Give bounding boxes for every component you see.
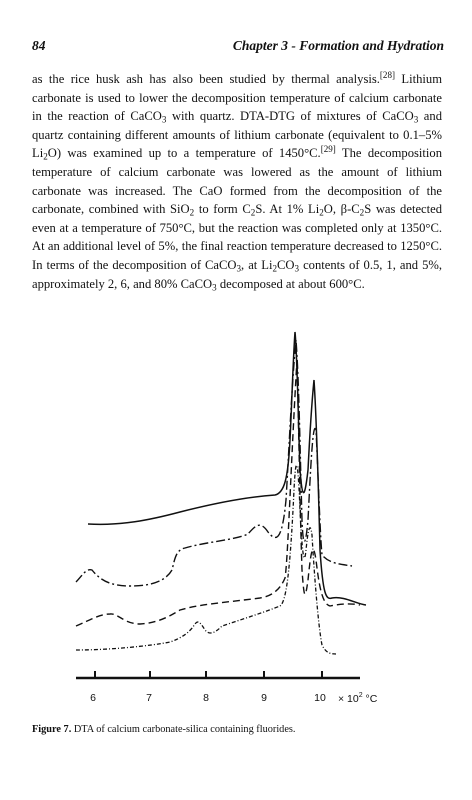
text-run: S. At 1% Li [255, 202, 320, 217]
x-axis-unit [338, 692, 377, 705]
dta-curve-dashdot [76, 340, 352, 586]
dta-figure [0, 320, 472, 705]
x-tick-label: 8 [203, 692, 209, 704]
caption-label: Figure 7. [32, 724, 72, 735]
subscript: 3 [413, 114, 419, 125]
x-tick-label: 10 [314, 692, 326, 704]
text-run: CO [277, 257, 295, 272]
x-tick-label: 7 [146, 692, 152, 704]
subscript: 2 [319, 207, 324, 218]
body-paragraph [32, 70, 442, 293]
unit-prefix: × 10 [338, 693, 359, 705]
dta-curve-dashed [76, 360, 360, 626]
text-run: O, β-C [323, 202, 360, 217]
dta-curve-solid [88, 332, 366, 605]
unit-exponent: 2 [358, 692, 363, 699]
subscript: 2 [250, 207, 256, 218]
text-run: to form C [194, 202, 251, 217]
text-run: decomposed at about 600°C. [216, 276, 365, 291]
text-run: O) was examined up to a temperature of 1450°C. [47, 146, 321, 161]
text-run: Lithium carbonate is used to lower the decomposition temperature of calcium carbonate in the reaction of CaCO [32, 72, 442, 124]
text-run: as the rice husk ash has also been studied by thermal analysis. [32, 72, 380, 86]
page-number: 84 [32, 38, 46, 53]
text-run: with quartz. DTA-DTG of mixtures of CaCO [166, 109, 414, 124]
subscript: 2 [272, 263, 278, 274]
dta-curves-plot [0, 320, 472, 700]
text-run: contents of 0.5, 1, and 5%, approximately 2, 6, and 80% CaCO [32, 257, 443, 291]
subscript: 2 [43, 151, 48, 162]
text-run: , at Li [241, 257, 273, 272]
citation-28: [28] [379, 70, 395, 81]
subscript: 3 [161, 114, 167, 125]
x-tick-label: 6 [90, 692, 96, 704]
citation-29: [29] [320, 144, 336, 155]
figure-caption [32, 724, 442, 735]
unit-suffix: °C [362, 693, 378, 705]
subscript: 3 [212, 281, 217, 292]
text-run: The decomposition temperature of calcium carbonate was lowered as the amount of lithium carbonate was increased. The CaO formed from the decomposition of the carbonate, combined with SiO [32, 146, 442, 217]
subscript: 3 [294, 263, 300, 274]
x-tick-label: 9 [261, 692, 267, 704]
text-run: S was detected even at a temperature of 750°C, but the reaction was completed only at 1350°C. At an additional level of 5%, the final reaction temperature decreased to 1250°C. In terms of the decomposition of CaCO [32, 202, 443, 272]
text-run: and quartz containing different amounts of lithium carbonate (equivalent to 0.1–5% Li [32, 109, 442, 161]
dta-curve-dotted [76, 465, 336, 654]
subscript: 3 [236, 263, 242, 274]
page-header [32, 38, 444, 58]
caption-text: DTA of calcium carbonate-silica containing fluorides. [71, 724, 296, 735]
running-head: Chapter 3 - Formation and Hydration [232, 38, 444, 53]
subscript: 2 [359, 207, 365, 218]
subscript: 2 [189, 207, 195, 218]
